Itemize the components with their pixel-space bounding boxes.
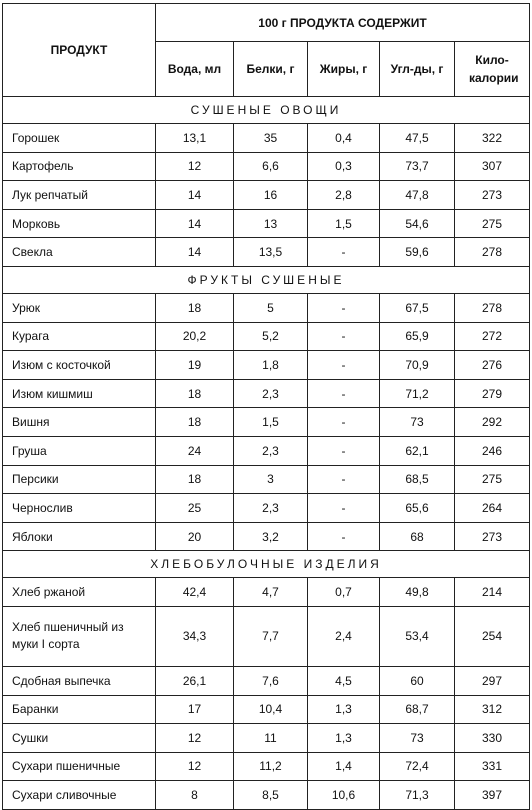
table-row bbox=[3, 209, 530, 238]
value-cell: 35 bbox=[234, 124, 308, 153]
value-cell: - bbox=[308, 351, 380, 380]
value-cell: 246 bbox=[455, 436, 530, 465]
value-cell: 5 bbox=[234, 293, 308, 322]
value-cell: 331 bbox=[455, 752, 530, 781]
section-header-row bbox=[3, 551, 530, 578]
product-name-cell: Урюк bbox=[3, 293, 156, 322]
value-cell: 275 bbox=[455, 209, 530, 238]
product-name-cell: Яблоки bbox=[3, 522, 156, 551]
value-cell: 65,6 bbox=[380, 494, 455, 523]
value-cell: 11,2 bbox=[234, 752, 308, 781]
column-header-fat: Жиры, г bbox=[308, 42, 380, 97]
value-cell: 1,4 bbox=[308, 752, 380, 781]
value-cell: 68,5 bbox=[380, 465, 455, 494]
value-cell: 13,5 bbox=[234, 238, 308, 267]
table-row bbox=[3, 322, 530, 351]
value-cell: 49,8 bbox=[380, 578, 455, 607]
value-cell: 13 bbox=[234, 209, 308, 238]
table-row bbox=[3, 351, 530, 380]
section-title: ХЛЕБОБУЛОЧНЫЕ ИЗДЕЛИЯ bbox=[3, 551, 530, 578]
value-cell: 254 bbox=[455, 606, 530, 666]
value-cell: 10,4 bbox=[234, 695, 308, 724]
value-cell: 47,8 bbox=[380, 181, 455, 210]
value-cell: 1,5 bbox=[234, 408, 308, 437]
value-cell: 53,4 bbox=[380, 606, 455, 666]
value-cell: 1,8 bbox=[234, 351, 308, 380]
value-cell: 73 bbox=[380, 724, 455, 753]
value-cell: 214 bbox=[455, 578, 530, 607]
table-row bbox=[3, 666, 530, 695]
value-cell: 276 bbox=[455, 351, 530, 380]
product-name-cell: Персики bbox=[3, 465, 156, 494]
value-cell: 2,4 bbox=[308, 606, 380, 666]
value-cell: 0,7 bbox=[308, 578, 380, 607]
table-row bbox=[3, 465, 530, 494]
product-name-cell: Лук репчатый bbox=[3, 181, 156, 210]
value-cell: 14 bbox=[156, 209, 234, 238]
section-title: СУШЕНЫЕ ОВОЩИ bbox=[3, 97, 530, 124]
value-cell: 292 bbox=[455, 408, 530, 437]
product-name-cell: Горошек bbox=[3, 124, 156, 153]
product-name-cell: Чернослив bbox=[3, 494, 156, 523]
value-cell: 1,5 bbox=[308, 209, 380, 238]
value-cell: 5,2 bbox=[234, 322, 308, 351]
product-name-cell: Хлеб ржаной bbox=[3, 578, 156, 607]
value-cell: - bbox=[308, 293, 380, 322]
value-cell: 59,6 bbox=[380, 238, 455, 267]
value-cell: - bbox=[308, 238, 380, 267]
value-cell: 0,3 bbox=[308, 152, 380, 181]
value-cell: 8,5 bbox=[234, 781, 308, 810]
value-cell: 26,1 bbox=[156, 666, 234, 695]
value-cell: 273 bbox=[455, 181, 530, 210]
value-cell: 278 bbox=[455, 293, 530, 322]
value-cell: 18 bbox=[156, 379, 234, 408]
value-cell: 18 bbox=[156, 465, 234, 494]
value-cell: 70,9 bbox=[380, 351, 455, 380]
table-row bbox=[3, 181, 530, 210]
value-cell: 20,2 bbox=[156, 322, 234, 351]
column-header-kcal: Кило-калории bbox=[455, 42, 530, 97]
product-name-cell: Изюм с косточкой bbox=[3, 351, 156, 380]
value-cell: 71,2 bbox=[380, 379, 455, 408]
value-cell: 17 bbox=[156, 695, 234, 724]
table-row bbox=[3, 781, 530, 810]
value-cell: 20 bbox=[156, 522, 234, 551]
table-body bbox=[3, 97, 530, 810]
product-name-cell: Хлеб пшеничный из муки I сорта bbox=[3, 606, 156, 666]
product-name-cell: Свекла bbox=[3, 238, 156, 267]
value-cell: 19 bbox=[156, 351, 234, 380]
value-cell: 272 bbox=[455, 322, 530, 351]
value-cell: 279 bbox=[455, 379, 530, 408]
value-cell: 6,6 bbox=[234, 152, 308, 181]
value-cell: 4,5 bbox=[308, 666, 380, 695]
value-cell: 1,3 bbox=[308, 724, 380, 753]
value-cell: 10,6 bbox=[308, 781, 380, 810]
value-cell: 0,4 bbox=[308, 124, 380, 153]
table-row bbox=[3, 238, 530, 267]
value-cell: 2,8 bbox=[308, 181, 380, 210]
table-row bbox=[3, 379, 530, 408]
table-row bbox=[3, 695, 530, 724]
value-cell: - bbox=[308, 322, 380, 351]
table-row bbox=[3, 124, 530, 153]
value-cell: 12 bbox=[156, 152, 234, 181]
table-row bbox=[3, 606, 530, 666]
product-name-cell: Курага bbox=[3, 322, 156, 351]
column-header-protein: Белки, г bbox=[234, 42, 308, 97]
value-cell: 397 bbox=[455, 781, 530, 810]
column-header-carbs: Угл-ды, г bbox=[380, 42, 455, 97]
value-cell: 12 bbox=[156, 752, 234, 781]
value-cell: 312 bbox=[455, 695, 530, 724]
nutrition-table bbox=[2, 3, 530, 810]
value-cell: - bbox=[308, 379, 380, 408]
value-cell: 13,1 bbox=[156, 124, 234, 153]
value-cell: 54,6 bbox=[380, 209, 455, 238]
value-cell: 322 bbox=[455, 124, 530, 153]
product-name-cell: Груша bbox=[3, 436, 156, 465]
value-cell: 34,3 bbox=[156, 606, 234, 666]
value-cell: - bbox=[308, 522, 380, 551]
value-cell: 42,4 bbox=[156, 578, 234, 607]
value-cell: 1,3 bbox=[308, 695, 380, 724]
product-name-cell: Баранки bbox=[3, 695, 156, 724]
value-cell: 25 bbox=[156, 494, 234, 523]
value-cell: 47,5 bbox=[380, 124, 455, 153]
value-cell: 2,3 bbox=[234, 379, 308, 408]
value-cell: 307 bbox=[455, 152, 530, 181]
value-cell: 264 bbox=[455, 494, 530, 523]
table-row bbox=[3, 436, 530, 465]
value-cell: 4,7 bbox=[234, 578, 308, 607]
value-cell: 2,3 bbox=[234, 494, 308, 523]
section-header-row bbox=[3, 266, 530, 293]
value-cell: 278 bbox=[455, 238, 530, 267]
value-cell: 18 bbox=[156, 293, 234, 322]
table-row bbox=[3, 152, 530, 181]
table-row bbox=[3, 408, 530, 437]
value-cell: 11 bbox=[234, 724, 308, 753]
product-name-cell: Картофель bbox=[3, 152, 156, 181]
value-cell: 73 bbox=[380, 408, 455, 437]
value-cell: 7,6 bbox=[234, 666, 308, 695]
product-name-cell: Сдобная выпечка bbox=[3, 666, 156, 695]
value-cell: 72,4 bbox=[380, 752, 455, 781]
value-cell: 2,3 bbox=[234, 436, 308, 465]
table-row bbox=[3, 724, 530, 753]
value-cell: 330 bbox=[455, 724, 530, 753]
section-title: ФРУКТЫ СУШЕНЫЕ bbox=[3, 266, 530, 293]
value-cell: 297 bbox=[455, 666, 530, 695]
column-group-header: 100 г ПРОДУКТА СОДЕРЖИТ bbox=[156, 4, 530, 42]
value-cell: 71,3 bbox=[380, 781, 455, 810]
value-cell: 14 bbox=[156, 238, 234, 267]
product-name-cell: Сухари сливочные bbox=[3, 781, 156, 810]
value-cell: 16 bbox=[234, 181, 308, 210]
table-row bbox=[3, 522, 530, 551]
value-cell: 8 bbox=[156, 781, 234, 810]
value-cell: - bbox=[308, 465, 380, 494]
product-name-cell: Морковь bbox=[3, 209, 156, 238]
column-header-product: ПРОДУКТ bbox=[3, 4, 156, 97]
value-cell: 18 bbox=[156, 408, 234, 437]
value-cell: 67,5 bbox=[380, 293, 455, 322]
column-header-water: Вода, мл bbox=[156, 42, 234, 97]
value-cell: 60 bbox=[380, 666, 455, 695]
value-cell: 68 bbox=[380, 522, 455, 551]
value-cell: 3,2 bbox=[234, 522, 308, 551]
table-row bbox=[3, 578, 530, 607]
value-cell: 65,9 bbox=[380, 322, 455, 351]
value-cell: - bbox=[308, 408, 380, 437]
product-name-cell: Сушки bbox=[3, 724, 156, 753]
table-row bbox=[3, 293, 530, 322]
product-name-cell: Изюм кишмиш bbox=[3, 379, 156, 408]
table-row bbox=[3, 752, 530, 781]
product-name-cell: Сухари пшеничные bbox=[3, 752, 156, 781]
value-cell: - bbox=[308, 436, 380, 465]
value-cell: 275 bbox=[455, 465, 530, 494]
value-cell: 3 bbox=[234, 465, 308, 494]
product-name-cell: Вишня bbox=[3, 408, 156, 437]
value-cell: 62,1 bbox=[380, 436, 455, 465]
value-cell: 7,7 bbox=[234, 606, 308, 666]
value-cell: 273 bbox=[455, 522, 530, 551]
table-row bbox=[3, 494, 530, 523]
value-cell: 68,7 bbox=[380, 695, 455, 724]
value-cell: 14 bbox=[156, 181, 234, 210]
value-cell: 24 bbox=[156, 436, 234, 465]
section-header-row bbox=[3, 97, 530, 124]
value-cell: 12 bbox=[156, 724, 234, 753]
value-cell: - bbox=[308, 494, 380, 523]
value-cell: 73,7 bbox=[380, 152, 455, 181]
